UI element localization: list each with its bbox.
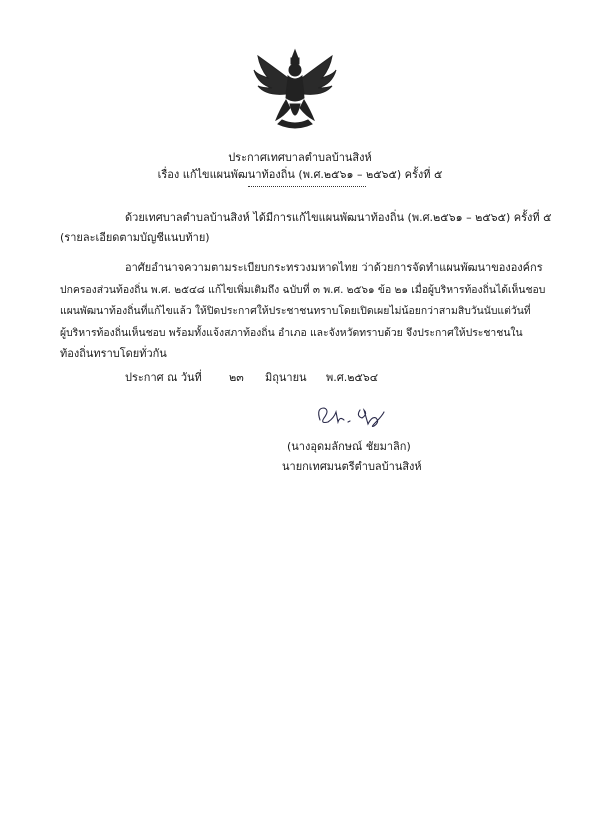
signer-position: นายกเทศมนตรีตำบลบ้านสิงห์ [282,460,422,473]
title-divider [248,186,366,187]
announcement-subject: เรื่อง แก้ไขแผนพัฒนาท้องถิ่น (พ.ศ.๒๕๖๑ – ๒๕๖๕) ครั้งที่ ๕ [157,168,443,181]
paragraph-1-line-2: (รายละเอียดตามบัญชีแนบท้าย) [60,231,210,244]
announcement-title: ประกาศเทศบาลตำบลบ้านสิงห์ [228,151,372,164]
paragraph-2-line-1: อาศัยอำนาจความตามระเบียบกระทรวงมหาดไทย ว่าด้วยการจัดทำแผนพัฒนาขององค์กร [125,261,543,274]
announce-month: มิถุนายน [265,371,307,384]
garuda-emblem-icon [250,48,340,132]
announce-day: ๒๓ [229,371,244,384]
announce-date-label: ประกาศ ณ วันที่ [125,371,202,384]
paragraph-2-line-5: ท้องถิ่นทราบโดยทั่วกัน [60,347,167,360]
signer-name: (นางอุดมลักษณ์ ชัยมาลิก) [287,440,411,453]
paragraph-2-line-4: ผู้บริหารท้องถิ่นเห็นชอบ พร้อมทั้งแจ้งสภาท้องถิ่น อำเภอ และจังหวัดทราบด้วย จึงประกาศให้ประชาชนใน [60,327,523,339]
paragraph-2-line-2: ปกครองส่วนท้องถิ่น พ.ศ. ๒๕๔๘ แก้ไขเพิ่มเติมถึง ฉบับที่ ๓ พ.ศ. ๒๕๖๑ ข้อ ๒๑ เมื่อผู้บริหารท้องถิ่นได้เห็นชอบ [60,284,546,296]
announce-year: พ.ศ.๒๕๖๔ [326,371,379,384]
paragraph-1-line-1: ด้วยเทศบาลตำบลบ้านสิงห์ ได้มีการแก้ไขแผนพัฒนาท้องถิ่น (พ.ศ.๒๕๖๑ – ๒๕๖๕) ครั้งที่ ๕ [125,211,552,224]
handwritten-signature [310,402,390,430]
paragraph-2-line-3: แผนพัฒนาท้องถิ่นที่แก้ไขแล้ว ให้ปิดประกาศให้ประชาชนทราบโดยเปิดเผยไม่น้อยกว่าสามสิบวันนับแต่วันที่ [60,305,531,317]
